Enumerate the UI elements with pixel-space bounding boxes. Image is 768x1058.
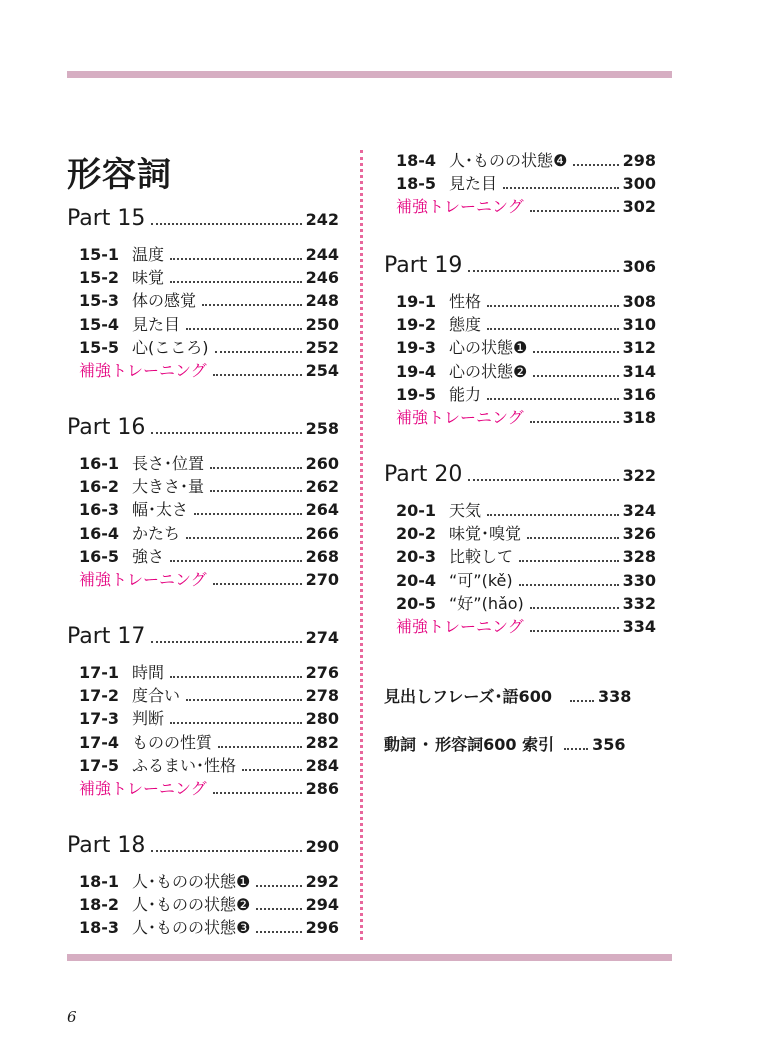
- page-ref: 266: [305, 523, 339, 543]
- page-ref: 308: [622, 292, 656, 311]
- page-ref: 244: [305, 245, 339, 264]
- toc-entry[interactable]: [67, 730, 339, 753]
- page-ref: 294: [305, 895, 339, 915]
- leader-dots: [487, 398, 619, 400]
- leader-dots: [468, 479, 618, 481]
- toc-entry[interactable]: [384, 171, 656, 194]
- entry-number: 16-5: [79, 546, 120, 566]
- entry-number: 20-5: [396, 593, 437, 613]
- entry-number: 15-1: [79, 245, 120, 264]
- entry-number: 20-3: [396, 547, 437, 567]
- entry-label: 補強トレーニング: [396, 617, 524, 636]
- page-number: 6: [67, 1008, 77, 1026]
- entry-label: 心の状態❶: [449, 338, 528, 358]
- page-ref: 250: [305, 314, 339, 334]
- leader-dots: [186, 537, 302, 539]
- leader-dots: [151, 641, 301, 643]
- leader-dots: [519, 584, 619, 586]
- training-link[interactable]: [67, 567, 339, 590]
- entry-number: 20-2: [396, 524, 437, 544]
- toc-entry[interactable]: [67, 660, 339, 683]
- leader-dots: [170, 281, 302, 283]
- leader-dots: [210, 467, 302, 469]
- toc-entry[interactable]: [67, 474, 339, 497]
- entry-label: 人･ものの状態❹: [449, 151, 568, 170]
- training-link[interactable]: [384, 405, 656, 428]
- entry-number: 18-2: [79, 895, 120, 915]
- part-label: Part 18: [67, 833, 146, 858]
- page-ref: 306: [622, 257, 656, 276]
- index-link[interactable]: [384, 684, 656, 707]
- entry-label: 見た目: [132, 314, 181, 334]
- leader-dots: [530, 630, 619, 632]
- entry-number: 18-3: [79, 918, 120, 938]
- toc-entry[interactable]: [384, 359, 656, 382]
- page-ref: 332: [622, 593, 656, 613]
- entry-number: 15-3: [79, 291, 120, 311]
- page-ref: 284: [305, 755, 339, 775]
- entry-label: 天気: [449, 501, 482, 520]
- toc-entry[interactable]: [67, 706, 339, 729]
- bottom-rule: [67, 954, 672, 961]
- leader-dots: [487, 514, 619, 516]
- toc-entry[interactable]: [384, 591, 656, 614]
- toc-entry[interactable]: [384, 544, 656, 567]
- entry-label: 見た目: [449, 174, 498, 194]
- index-label: 動詞 ･ 形容詞600 索引: [384, 735, 555, 754]
- training-link[interactable]: [384, 614, 656, 637]
- entry-label: 補強トレーニング: [396, 408, 524, 427]
- toc-entry[interactable]: [384, 335, 656, 358]
- leader-dots: [213, 583, 302, 585]
- toc-entry[interactable]: [67, 869, 339, 892]
- toc-entry[interactable]: [67, 451, 339, 474]
- entry-label: 補強トレーニング: [396, 197, 524, 217]
- entry-number: 17-1: [79, 663, 120, 682]
- entry-label: 態度: [449, 315, 482, 335]
- entry-number: 17-5: [79, 755, 120, 775]
- page-ref: 258: [305, 419, 339, 438]
- entry-label: 人･ものの状態❸: [132, 918, 251, 938]
- entry-number: 18-4: [396, 151, 437, 170]
- toc-entry[interactable]: [384, 289, 656, 312]
- entry-label: 長さ･位置: [132, 454, 205, 473]
- page-ref: 334: [622, 617, 656, 636]
- entry-label: 性格: [449, 292, 482, 311]
- leader-dots: [170, 258, 302, 260]
- page-ref: 280: [305, 709, 339, 729]
- page-ref: 276: [305, 663, 339, 682]
- page-ref: 318: [622, 408, 656, 427]
- entry-number: 19-5: [396, 384, 437, 404]
- page-ref: 324: [622, 501, 656, 520]
- entry-label: 人･ものの状態❶: [132, 872, 251, 891]
- entry-label: 能力: [449, 384, 482, 404]
- leader-dots: [170, 722, 302, 724]
- entry-number: 16-2: [79, 477, 120, 497]
- entry-number: 19-4: [396, 361, 437, 381]
- toc-entry[interactable]: [67, 753, 339, 776]
- leader-dots: [151, 432, 301, 434]
- leader-dots: [468, 270, 618, 272]
- page-ref: 274: [305, 628, 339, 647]
- leader-dots: [533, 375, 618, 377]
- entry-number: 15-4: [79, 314, 120, 334]
- entry-label: 温度: [132, 245, 165, 264]
- page-ref: 296: [305, 918, 339, 938]
- entry-label: 大きさ･量: [132, 477, 205, 497]
- entry-label: 人･ものの状態❷: [132, 895, 251, 915]
- toc-entry[interactable]: [384, 148, 656, 171]
- page-ref: 286: [305, 779, 339, 798]
- section-title: 形容詞: [67, 155, 172, 195]
- toc-entry[interactable]: [67, 335, 339, 358]
- entry-number: 18-1: [79, 872, 120, 891]
- part-label: Part 20: [384, 462, 463, 487]
- page-ref: 302: [622, 197, 656, 217]
- part-label: Part 15: [67, 206, 146, 231]
- entry-number: 19-3: [396, 338, 437, 358]
- leader-dots: [213, 792, 302, 794]
- leader-dots: [573, 164, 618, 166]
- leader-dots: [218, 746, 302, 748]
- leader-dots: [519, 560, 619, 562]
- leader-dots: [151, 850, 301, 852]
- leader-dots: [530, 607, 619, 609]
- toc-entry[interactable]: [67, 544, 339, 567]
- entry-label: “可”(kě): [449, 570, 513, 590]
- leader-dots: [256, 908, 301, 910]
- leader-dots: [210, 490, 302, 492]
- leader-dots: [256, 931, 301, 933]
- toc-entry[interactable]: [67, 497, 339, 520]
- part-label: Part 16: [67, 415, 146, 440]
- toc-entry[interactable]: [67, 915, 339, 938]
- toc-entry[interactable]: [67, 312, 339, 335]
- training-link[interactable]: [384, 194, 656, 217]
- page-ref: 322: [622, 466, 656, 485]
- leader-dots: [570, 700, 594, 702]
- entry-label: 味覚: [132, 268, 165, 288]
- toc-entry[interactable]: [67, 242, 339, 265]
- entry-number: 17-3: [79, 709, 120, 729]
- leader-dots: [533, 351, 618, 353]
- entry-label: 度合い: [132, 686, 181, 706]
- part-heading[interactable]: [67, 624, 339, 649]
- part-heading[interactable]: [384, 462, 656, 487]
- leader-dots: [194, 513, 302, 515]
- page-ref: 282: [305, 732, 339, 752]
- entry-label: 補強トレーニング: [79, 361, 207, 380]
- page-ref: 328: [622, 547, 656, 567]
- entry-label: 体の感覚: [132, 291, 197, 311]
- entry-label: ふるまい･性格: [132, 755, 237, 775]
- entry-number: 16-1: [79, 454, 120, 473]
- entry-number: 19-2: [396, 315, 437, 335]
- page-ref: 270: [305, 570, 339, 589]
- page-ref: 246: [305, 268, 339, 288]
- page-ref: 300: [622, 174, 656, 194]
- index-link[interactable]: [384, 732, 656, 755]
- entry-number: 17-4: [79, 732, 120, 752]
- column-divider: [360, 150, 363, 940]
- leader-dots: [170, 676, 302, 678]
- entry-label: かたち: [132, 523, 181, 543]
- index-label: 見出しフレーズ･語600: [384, 687, 552, 706]
- top-rule: [67, 71, 672, 78]
- part-label: Part 19: [384, 253, 463, 278]
- page-ref: 242: [305, 210, 339, 229]
- leader-dots: [564, 748, 588, 750]
- page-ref: 252: [305, 337, 339, 357]
- entry-label: 時間: [132, 663, 165, 682]
- part-heading[interactable]: [384, 253, 656, 278]
- entry-label: 補強トレーニング: [79, 779, 207, 798]
- page-ref: 278: [305, 686, 339, 706]
- entry-number: 15-5: [79, 337, 120, 357]
- entry-label: 補強トレーニング: [79, 570, 207, 589]
- page-ref: 254: [305, 361, 339, 380]
- leader-dots: [487, 328, 619, 330]
- leader-dots: [487, 305, 619, 307]
- training-link[interactable]: [67, 776, 339, 799]
- entry-number: 20-1: [396, 501, 437, 520]
- page-ref: 312: [622, 338, 656, 358]
- toc-entry[interactable]: [67, 265, 339, 288]
- page-ref: 314: [622, 361, 656, 381]
- page-ref: 310: [622, 315, 656, 335]
- entry-label: 幅･太さ: [132, 500, 189, 520]
- entry-number: 20-4: [396, 570, 437, 590]
- page-ref: 268: [305, 546, 339, 566]
- page-ref: 248: [305, 291, 339, 311]
- leader-dots: [170, 560, 302, 562]
- leader-dots: [186, 328, 302, 330]
- page-ref: 290: [305, 837, 339, 856]
- leader-dots: [202, 304, 302, 306]
- leader-dots: [256, 885, 301, 887]
- page-ref: 330: [622, 570, 656, 590]
- entry-label: ものの性質: [132, 732, 213, 752]
- toc-entry[interactable]: [67, 892, 339, 915]
- page-ref: 298: [622, 151, 656, 170]
- entry-number: 16-3: [79, 500, 120, 520]
- entry-label: 心(こころ): [132, 337, 209, 357]
- toc-entry[interactable]: [67, 521, 339, 544]
- entry-number: 15-2: [79, 268, 120, 288]
- entry-number: 19-1: [396, 292, 437, 311]
- entry-label: 強さ: [132, 546, 165, 566]
- page-ref: 326: [622, 524, 656, 544]
- training-link[interactable]: [67, 358, 339, 381]
- page-ref: 356: [592, 735, 626, 754]
- page-ref: 316: [622, 384, 656, 404]
- toc-entry[interactable]: [67, 288, 339, 311]
- page-ref: 338: [597, 687, 632, 706]
- entry-label: “好”(hǎo): [449, 593, 524, 613]
- toc-entry[interactable]: [384, 498, 656, 521]
- leader-dots: [213, 374, 302, 376]
- leader-dots: [186, 699, 302, 701]
- part-heading[interactable]: [67, 415, 339, 440]
- toc-entry[interactable]: [384, 382, 656, 405]
- leader-dots: [530, 421, 619, 423]
- toc-entry[interactable]: [67, 683, 339, 706]
- entry-label: 比較して: [449, 547, 514, 567]
- page-ref: 264: [305, 500, 339, 520]
- page-ref: 260: [305, 454, 339, 473]
- leader-dots: [151, 223, 301, 225]
- entry-label: 味覚･嗅覚: [449, 524, 522, 544]
- leader-dots: [242, 769, 302, 771]
- leader-dots: [503, 187, 619, 189]
- part-label: Part 17: [67, 624, 146, 649]
- leader-dots: [215, 351, 302, 353]
- leader-dots: [527, 537, 619, 539]
- entry-number: 18-5: [396, 174, 437, 194]
- entry-number: 16-4: [79, 523, 120, 543]
- toc-entry[interactable]: [384, 568, 656, 591]
- toc-entry[interactable]: [384, 521, 656, 544]
- part-heading[interactable]: [67, 833, 339, 858]
- entry-number: 17-2: [79, 686, 120, 706]
- entry-label: 心の状態❷: [449, 361, 528, 381]
- leader-dots: [530, 210, 619, 212]
- part-heading[interactable]: [67, 206, 339, 231]
- entry-label: 判断: [132, 709, 165, 729]
- page-ref: 292: [305, 872, 339, 891]
- toc-entry[interactable]: [384, 312, 656, 335]
- page-ref: 262: [305, 477, 339, 497]
